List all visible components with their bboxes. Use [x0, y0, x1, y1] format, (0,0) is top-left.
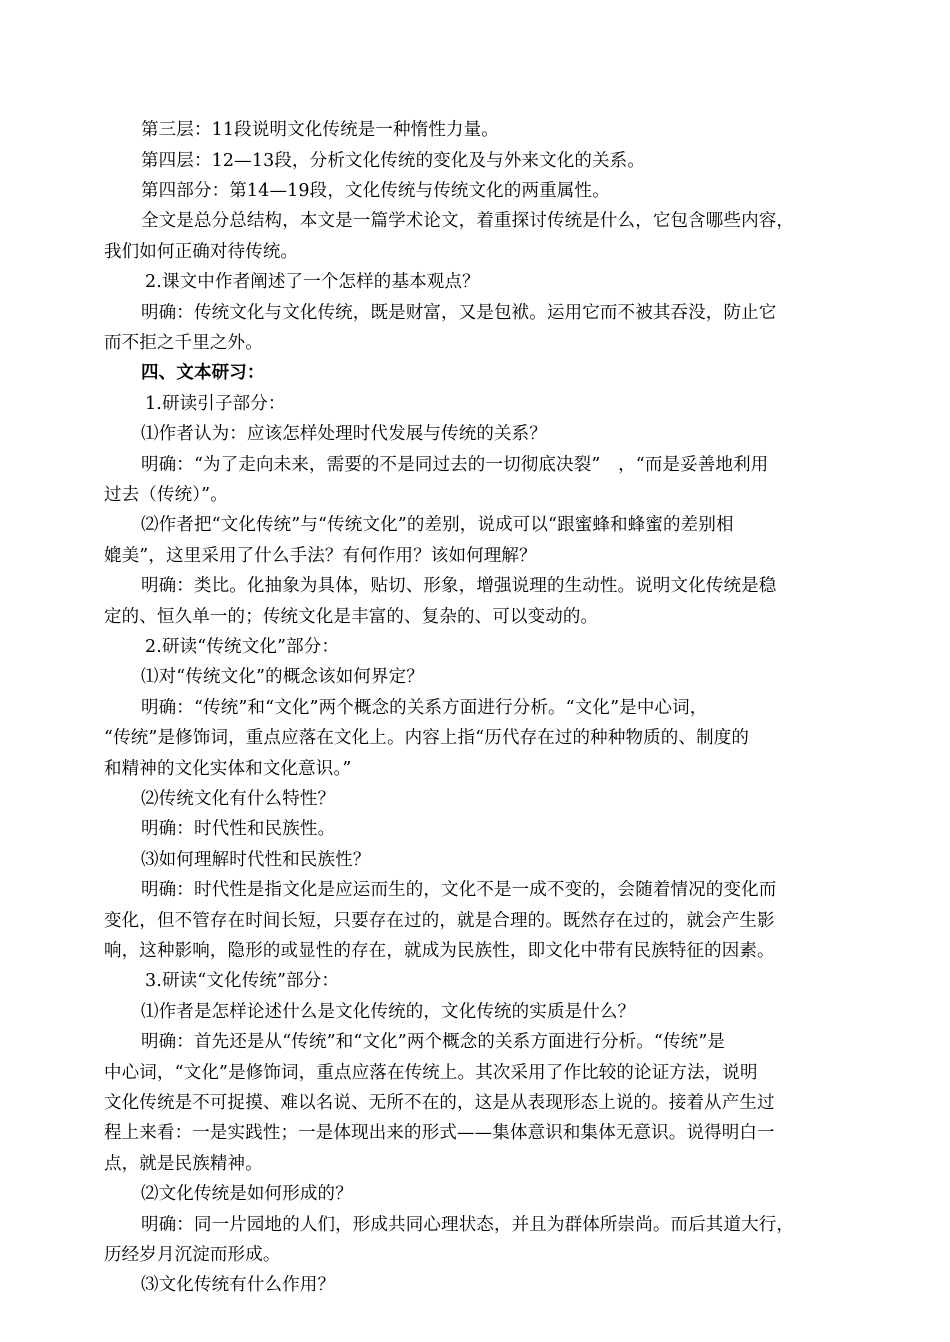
text-line: 点，就是民族精神。: [104, 1154, 263, 1174]
text-line: ⑵文化传统是如何形成的？: [141, 1184, 353, 1204]
text-line: 第三层：11段说明文化传统是一种惰性力量。: [141, 120, 499, 140]
text-line: 明确：类比。化抽象为具体，贴切、形象，增强说理的生动性。说明文化传统是稳: [141, 576, 777, 596]
text-line: 明确：“为了走向未来，需要的不是同过去的一切彻底决裂” ，“而是妥善地利用: [141, 455, 769, 475]
text-line: ⑴对“传统文化”的概念该如何界定？: [141, 667, 424, 687]
text-line: 明确：同一片园地的人们，形成共同心理状态，并且为群体所崇尚。而后其道大行，: [141, 1215, 795, 1235]
text-line: 明确：传统文化与文化传统，既是财富，又是包袱。运用它而不被其吞没，防止它: [141, 303, 777, 323]
text-line: 变化，但不管存在时间长短，只要存在过的，就是合理的。既然存在过的，就会产生影: [104, 911, 775, 931]
text-line: 第四层：12—13段，分析文化传统的变化及与外来文化的关系。: [141, 151, 646, 171]
text-line: ⑶文化传统有什么作用？: [141, 1275, 336, 1295]
text-line: 程上来看：一是实践性；一是体现出来的形式——集体意识和集体无意识。说得明白一: [104, 1123, 775, 1143]
text-line: 响，这种影响，隐形的或显性的存在，就成为民族性，即文化中带有民族特征的因素。: [104, 941, 775, 961]
text-line: 第四部分：第14—19段，文化传统与传统文化的两重属性。: [141, 181, 610, 201]
text-line: 全文是总分总结构，本文是一篇学术论文，着重探讨传统是什么，它包含哪些内容，: [141, 211, 795, 231]
text-line: 2.课文中作者阐述了一个怎样的基本观点？: [145, 272, 480, 292]
section-heading: 四、文本研习：: [141, 363, 265, 383]
text-line: ⑵传统文化有什么特性？: [141, 789, 336, 809]
text-line: 我们如何正确对待传统。: [104, 242, 299, 262]
text-line: 而不拒之千里之外。: [104, 333, 263, 353]
text-line: 明确：时代性是指文化是应运而生的，文化不是一成不变的，会随着情况的变化而: [141, 880, 777, 900]
text-line: 定的、恒久单一的；传统文化是丰富的、复杂的、可以变动的。: [104, 607, 599, 627]
text-line: 明确：时代性和民族性。: [141, 819, 336, 839]
text-line: 2.研读“传统文化”部分：: [145, 637, 340, 657]
text-line: 1.研读引子部分：: [145, 394, 286, 414]
text-line: 历经岁月沉淀而形成。: [104, 1245, 281, 1265]
text-line: 明确：“传统”和“文化”两个概念的关系方面进行分析。“文化”是中心词，: [141, 698, 708, 718]
text-line: 媲美”，这里采用了什么手法？有何作用？该如何理解？: [104, 546, 537, 566]
text-line: “传统”是修饰词，重点应落在文化上。内容上指“历代存在过的种种物质的、制度的: [104, 728, 750, 748]
text-line: ⑴作者是怎样论述什么是文化传统的，文化传统的实质是什么？: [141, 1002, 636, 1022]
text-line: ⑴作者认为：应该怎样处理时代发展与传统的关系？: [141, 424, 547, 444]
text-line: ⑶如何理解时代性和民族性？: [141, 850, 371, 870]
text-line: 文化传统是不可捉摸、难以名说、无所不在的，这是从表现形态上说的。接着从产生过: [104, 1093, 775, 1113]
text-line: ⑵作者把“文化传统”与“传统文化”的差别，说成可以“跟蜜蜂和蜂蜜的差别相: [141, 515, 734, 535]
text-line: 3.研读“文化传统”部分：: [145, 971, 340, 991]
text-line: 中心词，“文化”是修饰词，重点应落在传统上。其次采用了作比较的论证方法，说明: [104, 1063, 758, 1083]
text-line: 过去（传统）”。: [104, 485, 228, 505]
text-line: 和精神的文化实体和文化意识。”: [104, 759, 352, 779]
text-line: 明确：首先还是从“传统”和“文化”两个概念的关系方面进行分析。“传统”是: [141, 1032, 726, 1052]
